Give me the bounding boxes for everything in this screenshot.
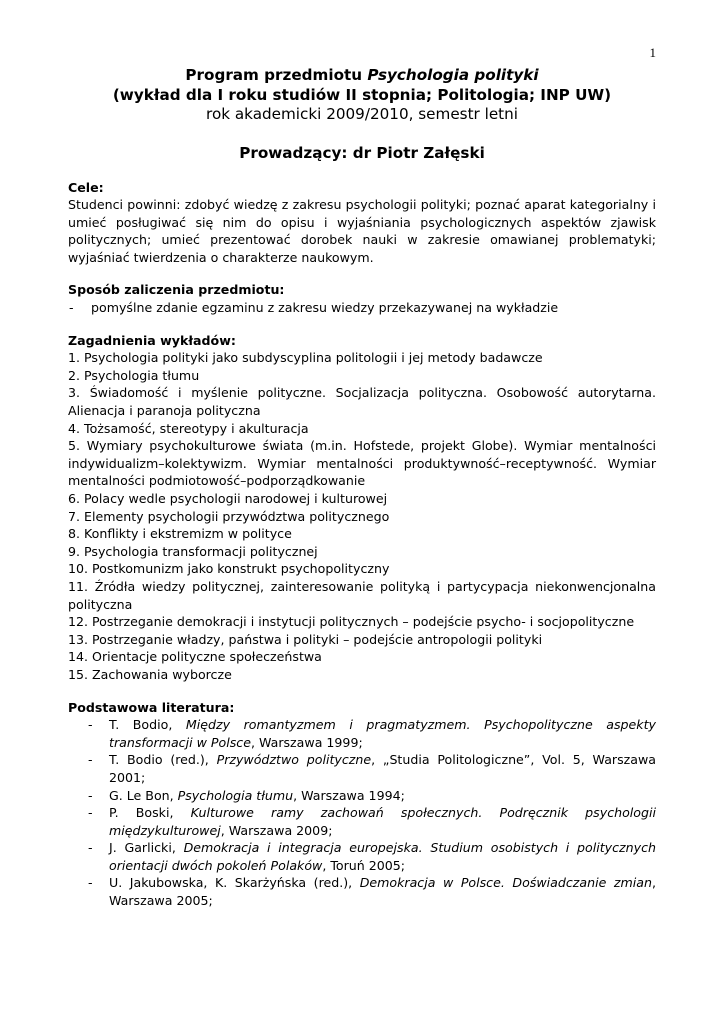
citation bbox=[109, 716, 656, 751]
list-item bbox=[68, 787, 656, 805]
citation-publication: , Warszawa 2009; bbox=[220, 822, 333, 838]
citation-publication: , Warszawa 1999; bbox=[250, 734, 363, 750]
list-item bbox=[68, 751, 656, 786]
goals-text: Studenci powinni: zdobyć wiedzę z zakresu psychologii polityki; poznać aparat kategorialny i umieć posługiwać się nim do opisu i wyjaśniania psychologicznych aspektów zjawisk politycznych; umieć prezentować dorobek nauki w zakresie omawianej problematyki; wyjaśniać twierdzenia o charakterze naukowym. bbox=[68, 197, 656, 265]
list-item bbox=[68, 299, 656, 317]
academic-year: rok akademicki 2009/2010, semestr letni bbox=[206, 105, 518, 123]
citation-publication: , Warszawa 2005; bbox=[109, 875, 656, 909]
list-item: 11. Źródła wiedzy politycznej, zainteresowanie polityką i partycypacja niekonwencjonalna polityczna bbox=[68, 578, 656, 612]
list-item bbox=[68, 716, 656, 751]
citation-title: Demokracja i integracja europejska. Studium osobistych i politycznych orientacji dwóch pokoleń Polaków bbox=[109, 840, 656, 873]
citation bbox=[109, 787, 656, 805]
citation-author: T. Bodio (red.), bbox=[109, 752, 217, 768]
list-item: 14. Orientacje polityczne społeczeństwa bbox=[68, 649, 322, 665]
list-item: 15. Zachowania wyborcze bbox=[68, 666, 232, 682]
citation-publication: , Warszawa 1994; bbox=[293, 787, 405, 803]
citation-title: Między romantyzmem i pragmatyzmem. Psychopolityczne aspekty transformacji w Polsce bbox=[109, 717, 656, 750]
dash-bullet: - bbox=[88, 840, 93, 856]
dash-bullet: - bbox=[88, 875, 93, 891]
citation bbox=[109, 804, 656, 839]
citation-title: Psychologia tłumu bbox=[177, 787, 294, 803]
list-item: 5. Wymiary psychokulturowe świata (m.in. Hofstede, projekt Globe). Wymiar mentalności indywidualizm–kolektywizm. Wymiar mentalności produktywność–receptywność. Wymiar mentalności podmiotowość–podporządkowanie bbox=[68, 438, 656, 489]
dash-bullet: - bbox=[69, 300, 74, 316]
lecturer: Prowadzący: dr Piotr Załęski bbox=[239, 143, 485, 162]
document-title-line2: (wykład dla I roku studiów II stopnia; Politologia; INP UW) bbox=[112, 85, 612, 104]
dash-bullet: - bbox=[88, 752, 93, 768]
literature-list bbox=[68, 716, 656, 910]
list-item: 9. Psychologia transformacji politycznej bbox=[68, 543, 318, 559]
page-number: 1 bbox=[649, 45, 656, 60]
citation-publication: , „Studia Politologiczne”, Vol. 5, Warszawa 2001; bbox=[109, 752, 656, 785]
list-item: 2. Psychologia tłumu bbox=[68, 367, 200, 383]
title-course-name: Psychologia polityki bbox=[367, 66, 539, 84]
citation-author: J. Garlicki, bbox=[109, 840, 184, 856]
citation-title: Kulturowe ramy zachowań społecznych. Podręcznik psychologii międzykulturowej bbox=[109, 805, 656, 838]
document-title bbox=[68, 66, 656, 86]
citation bbox=[109, 874, 656, 909]
assessment-item-text: pomyślne zdanie egzaminu z zakresu wiedzy przekazywanej na wykładzie bbox=[91, 300, 559, 316]
assessment-list bbox=[68, 299, 656, 317]
list-item: 10. Postkomunizm jako konstrukt psychopolityczny bbox=[68, 561, 390, 577]
list-item: 4. Tożsamość, stereotypy i akulturacja bbox=[68, 420, 309, 436]
list-item: 8. Konflikty i ekstremizm w polityce bbox=[68, 526, 292, 542]
list-item: 7. Elementy psychologii przywództwa politycznego bbox=[68, 508, 390, 524]
dash-bullet: - bbox=[88, 787, 93, 803]
citation-title: Demokracja w Polsce. Doświadczanie zmian bbox=[359, 875, 652, 891]
dash-bullet: - bbox=[88, 717, 93, 733]
goals-heading: Cele: bbox=[68, 179, 104, 195]
list-item: 3. Świadomość i myślenie polityczne. Socjalizacja polityczna. Osobowość autorytarna. Alienacja i paranoja polityczna bbox=[68, 385, 656, 419]
citation bbox=[109, 751, 656, 786]
list-item bbox=[68, 874, 656, 909]
topics-heading: Zagadnienia wykładów: bbox=[68, 332, 236, 348]
dash-bullet: - bbox=[88, 805, 93, 821]
list-item: 13. Postrzeganie władzy, państwa i polityki – podejście antropologii polityki bbox=[68, 631, 543, 647]
citation-author: G. Le Bon, bbox=[109, 787, 178, 803]
list-item: 1. Psychologia polityki jako subdyscyplina politologii i jej metody badawcze bbox=[68, 350, 543, 366]
citation-publication: , Toruń 2005; bbox=[322, 857, 406, 873]
list-item bbox=[68, 804, 656, 839]
topics-list bbox=[68, 349, 656, 683]
assessment-heading: Sposób zaliczenia przedmiotu: bbox=[68, 282, 285, 298]
citation-author: T. Bodio, bbox=[109, 717, 186, 733]
citation-author: U. Jakubowska, K. Skarżyńska (red.), bbox=[109, 875, 360, 891]
citation-title: Przywództwo polityczne bbox=[216, 752, 372, 768]
list-item: 12. Postrzeganie demokracji i instytucji politycznych – podejście psycho- i socjopolityczne bbox=[68, 614, 635, 630]
literature-heading: Podstawowa literatura: bbox=[68, 699, 235, 715]
document-body bbox=[68, 66, 656, 910]
list-item: 6. Polacy wedle psychologii narodowej i kulturowej bbox=[68, 491, 388, 506]
title-prefix: Program przedmiotu bbox=[185, 66, 368, 84]
list-item bbox=[68, 839, 656, 874]
citation bbox=[109, 839, 656, 874]
citation-author: P. Boski, bbox=[109, 805, 191, 821]
